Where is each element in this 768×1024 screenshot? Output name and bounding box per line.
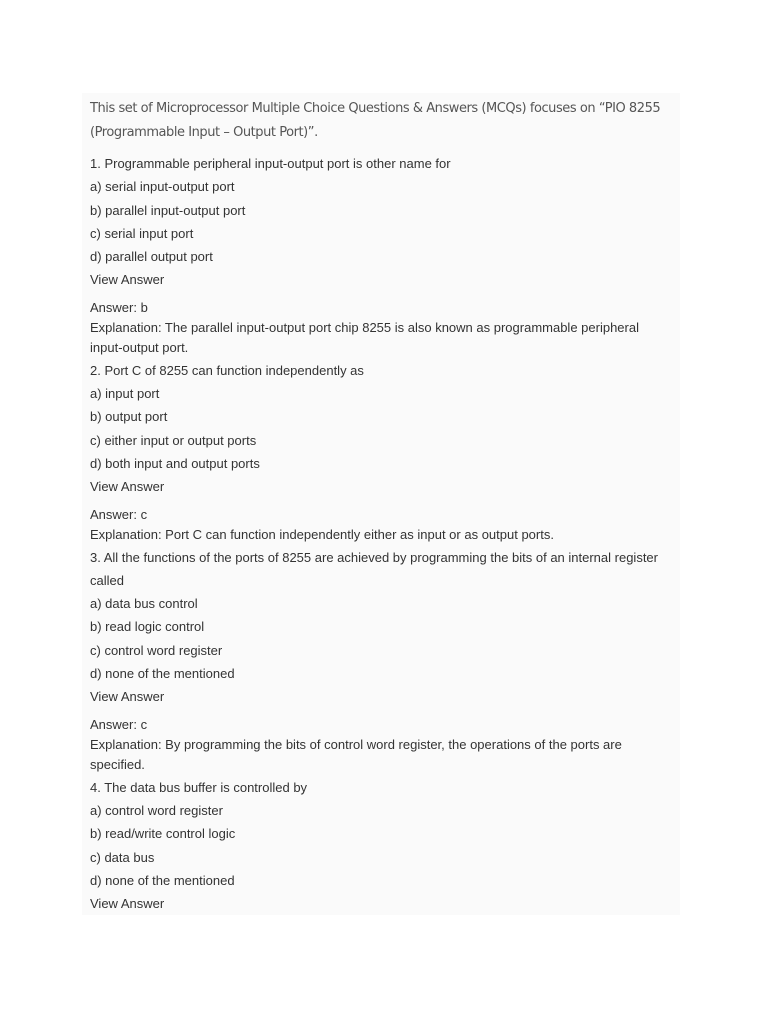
- mcq-content: [90, 93, 674, 915]
- option-c: c) serial input port: [90, 225, 194, 241]
- option-b: b) parallel input-output port: [90, 202, 246, 218]
- option-d: d) parallel output port: [90, 249, 213, 265]
- option-b: b) output port: [90, 409, 168, 425]
- question-block: [90, 152, 674, 358]
- answer-text: Answer: b: [90, 299, 148, 315]
- option-b: b) read/write control logic: [90, 826, 236, 842]
- explanation-text: Explanation: Port C can function independently either as input or as output ports.: [90, 526, 554, 542]
- question-text: 4. The data bus buffer is controlled by: [90, 779, 308, 795]
- view-answer-link[interactable]: View Answer: [90, 896, 165, 912]
- option-a: a) control word register: [90, 802, 223, 818]
- question-text: 1. Programmable peripheral input-output port is other name for: [90, 156, 451, 171]
- answer-text: Answer: c: [90, 716, 148, 732]
- question-block: [90, 776, 674, 916]
- view-answer-link[interactable]: View Answer: [90, 479, 165, 495]
- option-c: c) data bus: [90, 849, 155, 865]
- view-answer-link[interactable]: View Answer: [90, 272, 165, 288]
- option-d: d) both input and output ports: [90, 455, 260, 471]
- option-a: a) serial input-output port: [90, 179, 235, 195]
- question-block: [90, 359, 674, 545]
- intro-text: This set of Microprocessor Multiple Choice Questions & Answers (MCQs) focuses on “PIO 8255 (Programmable Input – Output Port)”.: [90, 101, 661, 140]
- option-d: d) none of the mentioned: [90, 872, 235, 888]
- option-c: c) control word register: [90, 642, 223, 658]
- question-text: 2. Port C of 8255 can function independently as: [90, 362, 364, 378]
- option-a: a) data bus control: [90, 596, 198, 612]
- document-page: [82, 93, 680, 915]
- answer-text: Answer: c: [90, 506, 148, 522]
- option-b: b) read logic control: [90, 619, 205, 635]
- explanation-text: Explanation: By programming the bits of control word register, the operations of the ports are specified.: [90, 736, 622, 772]
- option-a: a) input port: [90, 386, 160, 402]
- option-d: d) none of the mentioned: [90, 666, 235, 682]
- question-block: [90, 546, 674, 775]
- option-c: c) either input or output ports: [90, 432, 257, 448]
- question-text: 3. All the functions of the ports of 8255 are achieved by programming the bits of an internal register called: [90, 549, 658, 588]
- explanation-text: Explanation: The parallel input-output port chip 8255 is also known as programmable peripheral input-output port.: [90, 319, 639, 355]
- view-answer-link[interactable]: View Answer: [90, 689, 165, 705]
